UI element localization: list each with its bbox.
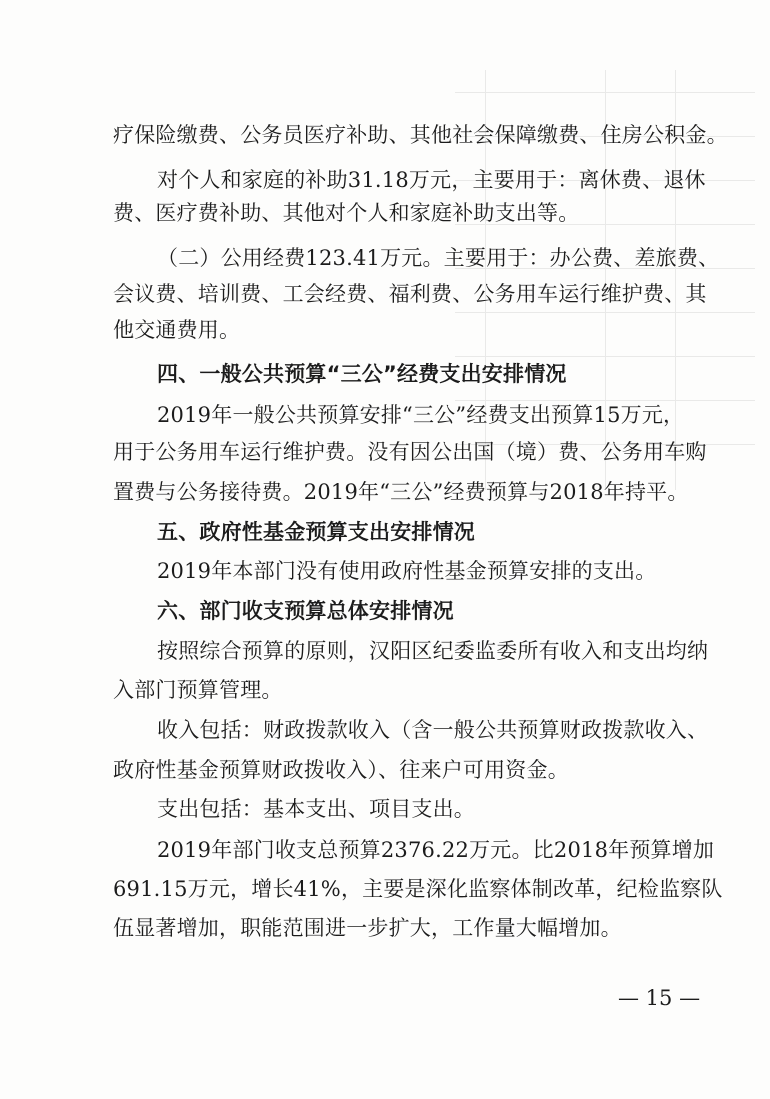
paragraph-line: 691.15万元，增长41%，主要是深化监察体制改革，纪检监察队 [113,877,723,901]
paragraph-line: 他交通费用。 [113,318,241,342]
paragraph-line: 费、医疗费补助、其他对个人和家庭补助支出等。 [113,201,580,225]
paragraph-line: 会议费、培训费、工会经费、福利费、公务用车运行维护费、其 [113,282,707,306]
paragraph-line: 伍显著增加，职能范围进一步扩大，工作量大幅增加。 [113,916,622,940]
paragraph-line: 入部门预算管理。 [113,678,283,702]
paragraph-line: 疗保险缴费、公务员医疗补助、其他社会保障缴费、住房公积金。 [113,123,728,147]
paragraph-line: 收入包括：财政拨款收入（含一般公共预算财政拨款收入、 [157,718,709,742]
page-number: — 15 — [618,986,701,1010]
paragraph-line: 用于公务用车运行维护费。没有因公出国（境）费、公务用车购 [113,440,707,464]
paragraph-line: 置费与公务接待费。2019年“三公”经费预算与2018年持平。 [113,480,689,504]
paragraph-line: 2019年本部门没有使用政府性基金预算安排的支出。 [157,559,657,583]
paragraph-line: 对个人和家庭的补助31.18万元，主要用于：离休费、退休 [157,168,706,192]
paragraph-line: 支出包括：基本支出、项目支出。 [157,797,475,821]
paragraph-line: 政府性基金预算财政拨收入）、往来户可用资金。 [113,758,569,782]
section-heading-4: 四、一般公共预算“三公”经费支出安排情况 [157,362,567,386]
section-heading-6: 六、部门收支预算总体安排情况 [157,599,454,623]
paragraph-line: 按照综合预算的原则，汉阳区纪委监委所有收入和支出均纳 [157,639,709,663]
paragraph-line: （二）公用经费123.41万元。主要用于：办公费、差旅费、 [157,246,720,270]
paragraph-line: 2019年一般公共预算安排“三公”经费支出预算15万元， [157,403,685,427]
paragraph-line: 2019年部门收支总预算2376.22万元。比2018年预算增加 [157,838,715,862]
section-heading-5: 五、政府性基金预算支出安排情况 [157,520,475,544]
